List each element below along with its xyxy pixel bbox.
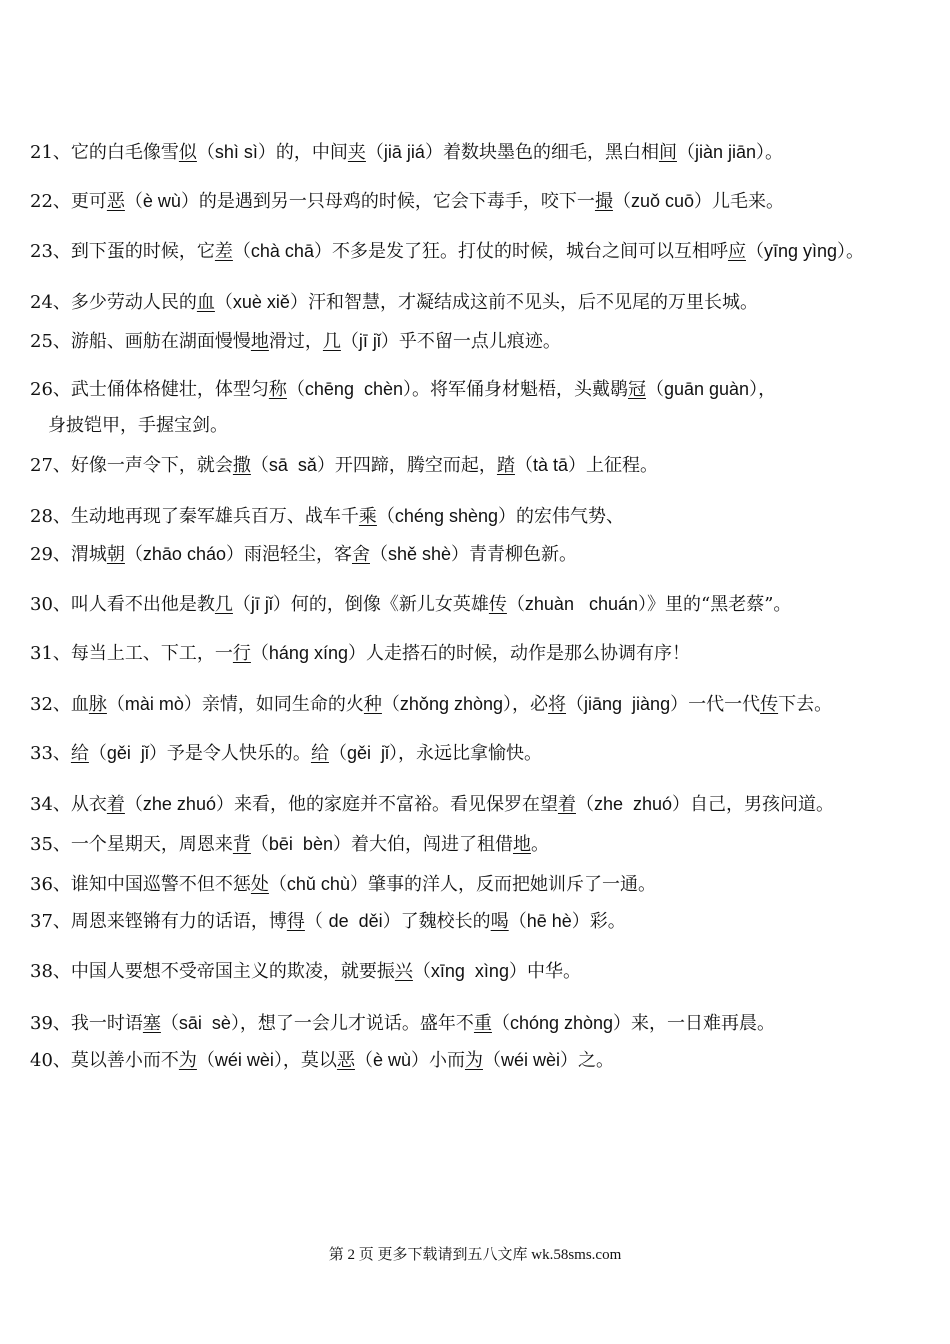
- sentence-text: ）的宏伟气势、: [498, 506, 624, 527]
- underlined-character: 似: [178, 142, 197, 163]
- underlined-character: 撮: [594, 191, 613, 212]
- sentence-text: ）着数块墨色的细毛，黑白相: [424, 142, 659, 163]
- sentence-text: 22、更可: [30, 191, 107, 212]
- pinyin-options: gěi jǐ: [106, 743, 149, 763]
- underlined-character: 着: [557, 794, 576, 815]
- underlined-character: 称: [268, 379, 287, 400]
- sentence-text: ）肇事的洋人，反而把她训斥了一通。: [349, 874, 656, 895]
- sentence-text: （: [412, 961, 431, 982]
- underlined-character: 夹: [347, 142, 366, 163]
- sentence-text: （: [381, 694, 400, 715]
- pinyin-options: chēng chèn: [304, 379, 403, 399]
- underlined-character: 给: [310, 743, 329, 764]
- pinyin-options: jiàn jiān: [694, 142, 756, 162]
- underlined-character: 撒: [232, 455, 251, 476]
- sentence-text: 25、游船、画舫在湖面慢慢: [30, 331, 251, 352]
- sentence-text: ）汗和智慧，才凝结成这前不见头，后不见尾的万里长城。: [289, 292, 758, 313]
- pinyin-options: háng xíng: [268, 643, 348, 663]
- pinyin-options: jiā jiá: [383, 142, 425, 162]
- underlined-character: 舍: [351, 544, 370, 565]
- sentence-text: （: [745, 241, 764, 262]
- underlined-character: 差: [214, 241, 233, 262]
- question-line: [30, 140, 944, 165]
- sentence-text: 35、一个星期天，周恩来: [30, 834, 233, 855]
- sentence-text: 24、多少劳动人民的: [30, 292, 197, 313]
- sentence-text: （: [232, 594, 251, 615]
- sentence-text: 下去。: [778, 694, 833, 715]
- underlined-character: 地: [512, 834, 531, 855]
- pinyin-options: chǔ chù: [286, 874, 350, 894]
- sentence-text: ）不多是发了狂。打仗的时候，城台之间可以互相呼: [313, 241, 728, 262]
- underlined-character: 得: [286, 911, 305, 932]
- sentence-text: 身披铠甲，手握宝剑。: [48, 415, 228, 436]
- sentence-text: （: [268, 874, 287, 895]
- underlined-character: 着: [106, 794, 125, 815]
- page-footer: 第 2 页 更多下载请到五八文库 wk.58sms.com: [328, 1247, 622, 1263]
- sentence-text: （: [214, 292, 233, 313]
- underlined-character: 地: [250, 331, 269, 352]
- sentence-text: ）开四蹄，腾空而起，: [316, 455, 497, 476]
- question-line: [30, 959, 944, 984]
- pinyin-options: gěi jǐ: [346, 743, 389, 763]
- pinyin-options: zhǒng zhòng: [399, 694, 504, 714]
- sentence-text: ）青青柳色新。: [451, 544, 578, 565]
- sentence-text: 34、从衣: [30, 794, 107, 815]
- pinyin-options: è wù: [142, 191, 181, 211]
- pinyin-options: jiāng jiàng: [584, 694, 671, 714]
- pinyin-options: wéi wèi: [214, 1050, 274, 1070]
- underlined-character: 重: [473, 1013, 492, 1034]
- sentence-text: 36、谁知中国巡警不但不惩: [30, 874, 251, 895]
- question-line: [30, 290, 944, 315]
- sentence-text: （: [514, 455, 533, 476]
- sentence-text: ），: [749, 379, 777, 400]
- sentence-text: ）儿毛来。: [693, 191, 784, 212]
- question-line: [30, 641, 944, 666]
- sentence-text: ）》里的“黑老蔡”。: [638, 594, 792, 615]
- question-line: [30, 792, 944, 817]
- sentence-text: （: [612, 191, 631, 212]
- sentence-text: ）的，中间: [257, 142, 348, 163]
- pinyin-options: wéi wèi: [500, 1050, 560, 1070]
- question-line: [30, 377, 944, 402]
- pinyin-options: hē hè: [526, 911, 572, 931]
- question-line: [30, 692, 944, 717]
- sentence-text: ）了魏校长的: [382, 911, 491, 932]
- sentence-text: ）来看，他的家庭并不富裕。看见保罗在望: [215, 794, 558, 815]
- pinyin-options: chéng shèng: [394, 506, 498, 526]
- underlined-character: 处: [250, 874, 269, 895]
- sentence-text: ）。: [756, 142, 783, 163]
- sentence-text: ）上征程。: [567, 455, 658, 476]
- question-line: [30, 329, 944, 354]
- pinyin-options: sāi sè: [178, 1013, 231, 1033]
- question-line: [30, 504, 944, 529]
- sentence-text: 40、莫以善小而不: [30, 1050, 179, 1071]
- question-line: [30, 189, 944, 214]
- pinyin-options: bēi bèn: [268, 834, 333, 854]
- sentence-text: （: [250, 643, 269, 664]
- underlined-character: 喝: [490, 911, 509, 932]
- sentence-text: ），莫以: [273, 1050, 337, 1071]
- underlined-character: 塞: [142, 1013, 161, 1034]
- sentence-text: 38、中国人要想不受帝国主义的欺凌，就要振: [30, 961, 395, 982]
- sentence-text: 28、生动地再现了秦军雄兵百万、战车千: [30, 506, 359, 527]
- sentence-text: （: [304, 911, 329, 932]
- sentence-text: （: [482, 1050, 501, 1071]
- sentence-text: （: [328, 743, 347, 764]
- sentence-text: （: [250, 455, 269, 476]
- pinyin-options: chóng zhòng: [509, 1013, 614, 1033]
- underlined-character: 冠: [627, 379, 646, 400]
- sentence-text: ）何的，倒像《新儿女英雄: [272, 594, 489, 615]
- sentence-text: （: [232, 241, 251, 262]
- sentence-text: ）的是遇到另一只母鸡的时候，它会下毒手，咬下一: [180, 191, 595, 212]
- sentence-text: （: [124, 544, 143, 565]
- question-line: [30, 592, 944, 617]
- sentence-text: ）。将军俑身材魁梧，头戴鹖: [402, 379, 628, 400]
- underlined-character: 踏: [496, 455, 515, 476]
- pinyin-options: shì sì: [214, 142, 258, 162]
- pinyin-options: de děi: [328, 911, 383, 931]
- pinyin-options: è wù: [372, 1050, 411, 1070]
- sentence-text: （: [124, 191, 143, 212]
- question-line: [30, 872, 944, 897]
- sentence-text: ）人走搭石的时候，动作是那么协调有序！: [347, 643, 690, 664]
- pinyin-options: tà tā: [532, 455, 568, 475]
- underlined-character: 为: [178, 1050, 197, 1071]
- question-line: [30, 741, 944, 766]
- sentence-text: 21、它的白毛像雪: [30, 142, 179, 163]
- pinyin-options: jī jǐ: [358, 331, 381, 351]
- question-line: [30, 909, 944, 934]
- underlined-character: 为: [464, 1050, 483, 1071]
- pinyin-options: zhuàn chuán: [524, 594, 638, 614]
- sentence-text: （: [354, 1050, 373, 1071]
- question-line: [48, 414, 944, 438]
- sentence-text: 39、我一时语: [30, 1013, 143, 1034]
- sentence-text: 30、叫人看不出他是教: [30, 594, 215, 615]
- underlined-character: 几: [214, 594, 233, 615]
- sentence-text: ），必: [503, 694, 549, 715]
- sentence-text: ）彩。: [571, 911, 626, 932]
- sentence-text: ）中华。: [508, 961, 581, 982]
- pinyin-options: zhe zhuó: [142, 794, 216, 814]
- pinyin-options: zhāo cháo: [142, 544, 226, 564]
- sentence-text: ）自己，男孩问道。: [672, 794, 835, 815]
- sentence-text: 。: [530, 834, 549, 855]
- underlined-character: 背: [232, 834, 251, 855]
- sentence-text: 31、每当上工、下工，一: [30, 643, 233, 664]
- sentence-text: （: [160, 1013, 179, 1034]
- sentence-text: ），永远比拿愉快。: [388, 743, 542, 764]
- sentence-text: ）来，一日难再晨。: [613, 1013, 776, 1034]
- underlined-character: 将: [548, 694, 567, 715]
- underlined-character: 兴: [394, 961, 413, 982]
- underlined-character: 恶: [336, 1050, 355, 1071]
- question-line: [30, 1011, 944, 1036]
- sentence-text: ）予是令人快乐的。: [148, 743, 311, 764]
- sentence-text: ）着大伯，闯进了租借: [332, 834, 513, 855]
- sentence-text: （: [676, 142, 695, 163]
- pinyin-options: xīng xìng: [430, 961, 509, 981]
- underlined-character: 恶: [106, 191, 125, 212]
- sentence-text: 27、好像一声令下，就会: [30, 455, 233, 476]
- underlined-character: 脉: [88, 694, 107, 715]
- question-line: [30, 1048, 944, 1073]
- pinyin-options: zuǒ cuō: [630, 191, 694, 211]
- sentence-text: （: [645, 379, 664, 400]
- sentence-text: 32、血: [30, 694, 89, 715]
- underlined-character: 血: [196, 292, 215, 313]
- pinyin-options: chà chā: [250, 241, 314, 261]
- underlined-character: 应: [727, 241, 746, 262]
- sentence-text: （: [196, 1050, 215, 1071]
- sentence-text: ）雨浥轻尘，客: [225, 544, 352, 565]
- underlined-character: 乘: [358, 506, 377, 527]
- underlined-character: 传: [760, 694, 779, 715]
- sentence-text: （: [124, 794, 143, 815]
- sentence-text: （: [286, 379, 305, 400]
- underlined-character: 种: [363, 694, 382, 715]
- underlined-character: 传: [488, 594, 507, 615]
- sentence-text: ）小而: [410, 1050, 465, 1071]
- sentence-text: 滑过，: [268, 331, 323, 352]
- sentence-text: （: [88, 743, 107, 764]
- pinyin-options: sā sǎ: [268, 455, 317, 475]
- sentence-text: （: [376, 506, 395, 527]
- underlined-character: 几: [322, 331, 341, 352]
- pinyin-options: jī jǐ: [250, 594, 273, 614]
- sentence-text: 37、周恩来铿锵有力的话语，博: [30, 911, 287, 932]
- sentence-text: （: [575, 794, 594, 815]
- sentence-text: （: [250, 834, 269, 855]
- sentence-text: （: [196, 142, 215, 163]
- sentence-text: （: [566, 694, 585, 715]
- question-line: [30, 453, 944, 478]
- question-line: [30, 239, 944, 264]
- pinyin-options: yīng yìng: [763, 241, 837, 261]
- underlined-character: 朝: [106, 544, 125, 565]
- pinyin-options: guān guàn: [663, 379, 750, 399]
- question-line: [30, 542, 944, 567]
- sentence-text: （: [508, 911, 527, 932]
- sentence-text: ），想了一会儿才说话。盛年不: [230, 1013, 474, 1034]
- sentence-text: ）乎不留一点儿痕迹。: [380, 331, 561, 352]
- sentence-text: ）亲情，如同生命的火: [183, 694, 364, 715]
- sentence-text: （: [369, 544, 388, 565]
- sentence-text: ）。: [837, 241, 864, 262]
- pinyin-options: shě shè: [387, 544, 452, 564]
- underlined-character: 给: [70, 743, 89, 764]
- sentence-text: 33、: [30, 743, 71, 764]
- underlined-character: 间: [658, 142, 677, 163]
- sentence-text: 23、到下蛋的时候，它: [30, 241, 215, 262]
- pinyin-options: xuè xiě: [232, 292, 290, 312]
- sentence-text: ）一代一代: [670, 694, 761, 715]
- underlined-character: 行: [232, 643, 251, 664]
- pinyin-options: zhe zhuó: [593, 794, 673, 814]
- sentence-text: （: [491, 1013, 510, 1034]
- sentence-text: （: [506, 594, 525, 615]
- sentence-text: 29、渭城: [30, 544, 107, 565]
- sentence-text: （: [365, 142, 384, 163]
- question-line: [30, 832, 944, 857]
- sentence-text: （: [340, 331, 359, 352]
- sentence-text: ）之。: [560, 1050, 614, 1071]
- sentence-text: （: [106, 694, 125, 715]
- sentence-text: 26、武士俑体格健壮，体型匀: [30, 379, 269, 400]
- pinyin-options: mài mò: [124, 694, 184, 714]
